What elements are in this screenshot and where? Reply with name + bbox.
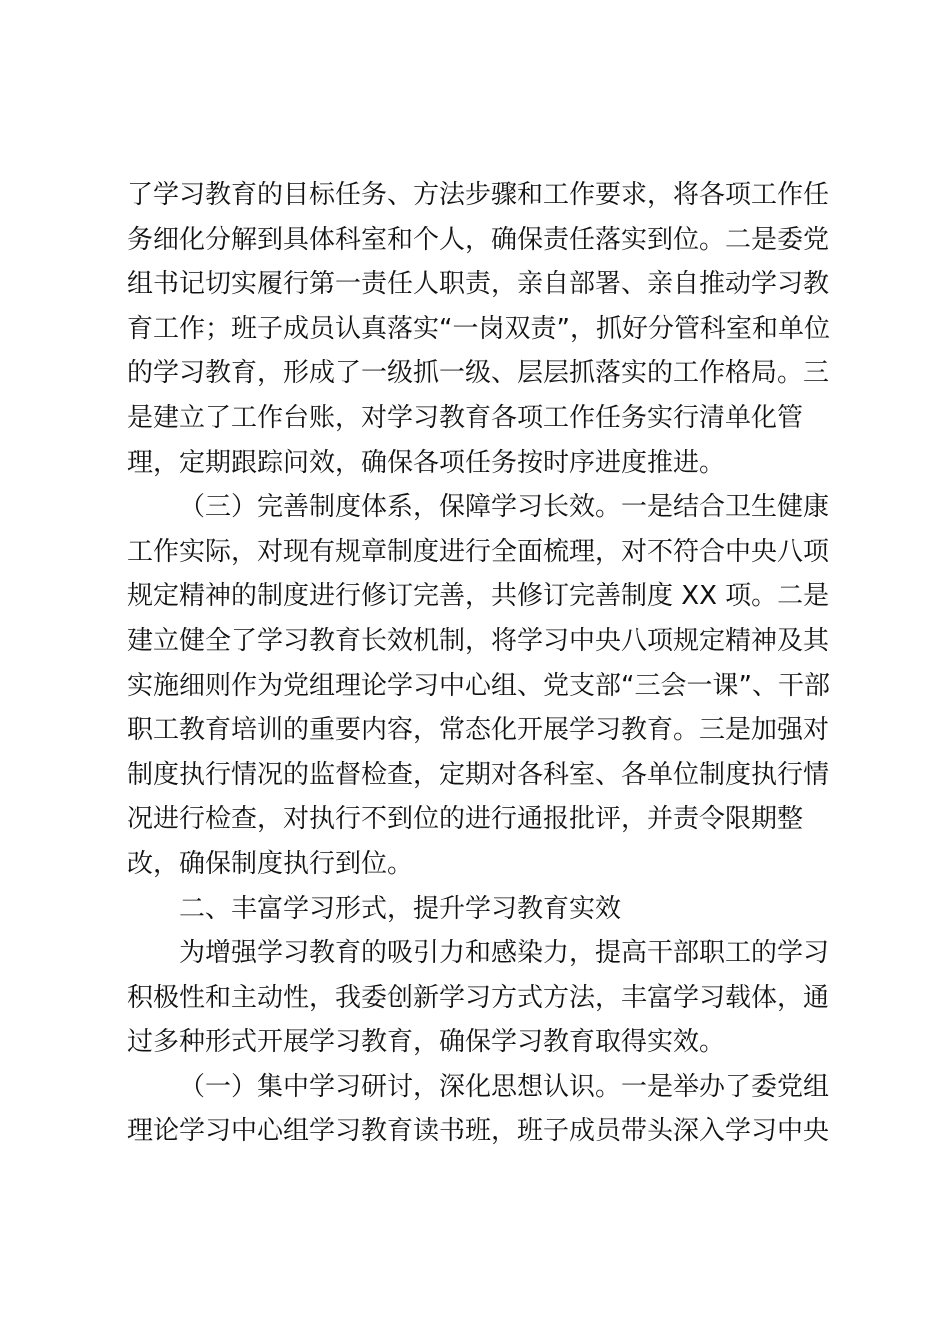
text-line: 理，定期跟踪问效，确保各项任务按时序进度推进。 bbox=[127, 447, 726, 478]
text-line: 理论学习中心组学习教育读书班，班子成员带头深入学习中央 bbox=[127, 1116, 830, 1147]
text-line: 改，确保制度执行到位。 bbox=[127, 848, 414, 879]
text-line: 积极性和主动性，我委创新学习方式方法，丰富学习载体，通 bbox=[127, 982, 830, 1013]
text-line: （三）完善制度体系，保障学习长效。一是结合卫生健康 bbox=[179, 492, 830, 523]
text-line: 工作实际，对现有规章制度进行全面梳理，对不符合中央八项 bbox=[127, 536, 830, 567]
text-line: 组书记切实履行第一责任人职责，亲自部署、亲自推动学习教 bbox=[127, 269, 830, 300]
text-line: 规定精神的制度进行修订完善，共修订完善制度 XX 项。二是 bbox=[127, 581, 830, 612]
text-line: 为增强学习教育的吸引力和感染力，提高干部职工的学习 bbox=[179, 938, 830, 969]
text-line: 了学习教育的目标任务、方法步骤和工作要求，将各项工作任 bbox=[127, 180, 830, 210]
text-line: 育工作；班子成员认真落实“一岗双责”，抓好分管科室和单位 bbox=[127, 313, 830, 344]
text-line: 建立健全了学习教育长效机制，将学习中央八项规定精神及其 bbox=[127, 625, 830, 656]
text-line: 制度执行情况的监督检查，定期对各科室、各单位制度执行情 bbox=[127, 759, 830, 790]
text-line: 过多种形式开展学习教育，确保学习教育取得实效。 bbox=[127, 1027, 726, 1058]
body-text bbox=[127, 173, 830, 1154]
text-line: 是建立了工作台账，对学习教育各项工作任务实行清单化管 bbox=[127, 402, 804, 433]
text-line: （一）集中学习研讨，深化思想认识。一是举办了委党组 bbox=[179, 1071, 830, 1102]
text-line: 实施细则作为党组理论学习中心组、党支部“三会一课”、干部 bbox=[127, 670, 830, 701]
text-line: 的学习教育，形成了一级抓一级、层层抓落实的工作格局。三 bbox=[127, 358, 830, 389]
text-line: 二、丰富学习形式，提升学习教育实效 bbox=[179, 893, 622, 924]
text-line: 况进行检查，对执行不到位的进行通报批评，并责令限期整 bbox=[127, 804, 804, 835]
text-line: 职工教育培训的重要内容，常态化开展学习教育。三是加强对 bbox=[127, 715, 830, 746]
text-line: 务细化分解到具体科室和个人，确保责任落实到位。二是委党 bbox=[127, 224, 830, 255]
